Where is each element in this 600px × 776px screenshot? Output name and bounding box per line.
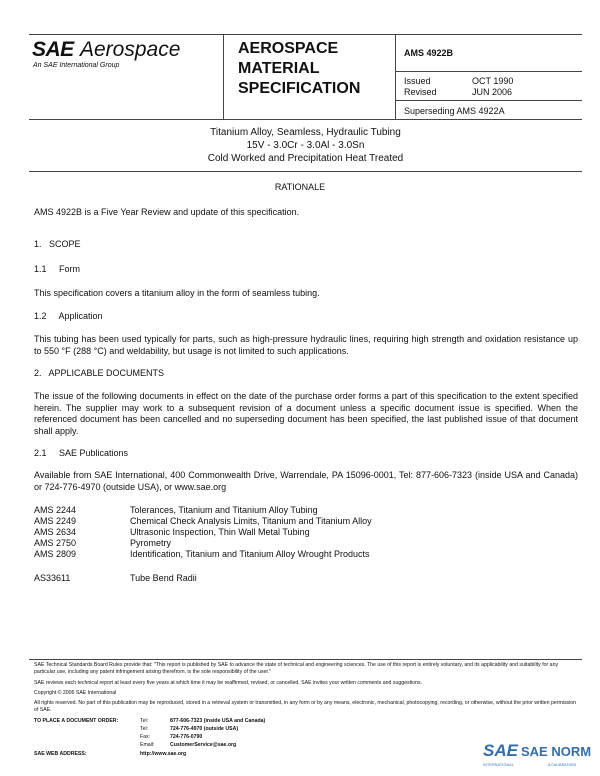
tel-outside-usa: 724-776-4970 (outside USA)	[170, 726, 239, 732]
ref-number: AMS 2634	[34, 527, 77, 537]
ref-title: Tube Bend Radii	[130, 573, 197, 583]
spec-condition: Cold Worked and Precipitation Heat Treated	[207, 153, 404, 164]
ref-number: AMS 2750	[34, 538, 77, 548]
title-rule	[29, 171, 582, 172]
doc-type-line: MATERIAL	[238, 60, 320, 77]
ref-title: Chemical Check Analysis Limits, Titanium and Titanium Alloy	[130, 516, 372, 526]
ref-title: Ultrasonic Inspection, Thin Wall Metal Tubing	[130, 527, 310, 537]
revised-label: Revised	[404, 87, 437, 97]
email-address[interactable]: CustomerService@sae.org	[170, 742, 237, 748]
order-label: TO PLACE A DOCUMENT ORDER:	[34, 718, 119, 724]
web-address[interactable]: http://www.sae.org	[140, 751, 187, 757]
rationale-heading: RATIONALE	[274, 182, 326, 192]
fax-number: 724-776-0790	[170, 734, 203, 740]
application-text: This tubing has been used typically for parts, such as high-pressure hydraulic lines, requiring high strength and oxidation resistance up to 550 °F (288 °C) and weldability, but usage is not limited to such applications.	[34, 334, 578, 356]
section-heading: 2. APPLICABLE DOCUMENTS	[34, 368, 165, 378]
header-divider	[395, 34, 396, 119]
ref-number: AMS 2244	[34, 505, 77, 515]
document-number: AMS 4922B	[404, 48, 454, 58]
subsection-heading: 1.2 Application	[34, 311, 103, 321]
tel-inside-usa: 877-606-7323 (inside USA and Canada)	[170, 718, 266, 724]
web-label: SAE WEB ADDRESS:	[34, 751, 87, 757]
subsection-heading: 2.1 SAE Publications	[34, 448, 129, 458]
ref-title: Identification, Titanium and Titanium Alloy Wrought Products	[130, 549, 370, 559]
footer-review-text: SAE reviews each technical report at least every five years at which time it may be reaffirmed, revised, or cancelled. SAE invites your written comments and suggestions.	[34, 680, 422, 686]
email-label: Email:	[140, 742, 155, 748]
doc-type-line: AEROSPACE	[238, 40, 339, 57]
ref-title: Pyrometry	[130, 538, 172, 548]
header-top-rule	[29, 34, 582, 35]
footer-copyright: Copyright © 2006 SAE International	[34, 690, 117, 696]
header-bottom-rule	[29, 119, 582, 120]
ref-number: AMS 2809	[34, 549, 77, 559]
ref-number: AS33611	[34, 573, 71, 583]
issued-label: Issued	[404, 76, 431, 86]
ref-title: Tolerances, Titanium and Titanium Alloy Tubing	[130, 505, 318, 515]
rationale-text: AMS 4922B is a Five Year Review and update of this specification.	[34, 207, 300, 217]
sae-logo: SAE	[32, 38, 74, 61]
subsection-heading: 1.1 Form	[34, 264, 81, 274]
header-cell-rule	[395, 100, 582, 101]
ref-number: AMS 2249	[34, 516, 77, 526]
fax-label: Fax:	[140, 734, 151, 740]
sae-norm-sub-right: A CALIBRATORS	[548, 763, 577, 767]
logo-subtitle: An SAE International Group	[33, 62, 120, 69]
sae-norm-logo-icon: SAE	[483, 741, 518, 760]
footer-rules-text: SAE Technical Standards Board Rules provide that: "This report is published by SAE to advance the state of technical and engineering sciences. The use of this report is entirely voluntary, and its applicability and suitability for any particular use, including any patent infringement arising therefrom, is the sole responsibility of the user."	[34, 662, 559, 675]
sae-norm-sub-left: INTERNATIONAL	[483, 763, 515, 767]
spec-title: Titanium Alloy, Seamless, Hydraulic Tubing	[210, 127, 401, 138]
aerospace-logo-text: Aerospace	[80, 38, 181, 61]
issued-date: OCT 1990	[472, 76, 514, 86]
spec-composition: 15V - 3.0Cr - 3.0Al - 3.0Sn	[246, 140, 365, 151]
section-heading: 1. SCOPE	[34, 239, 81, 249]
sae-norm-logo: SAE NORM	[521, 744, 592, 759]
header-divider	[223, 34, 224, 119]
tel-label: Tel:	[140, 726, 149, 732]
form-text: This specification covers a titanium alloy in the form of seamless tubing.	[34, 288, 320, 298]
footer-rule	[29, 659, 582, 660]
tel-label: Tel:	[140, 718, 149, 724]
header-cell-rule	[395, 71, 582, 72]
doc-type-line: SPECIFICATION	[238, 80, 361, 97]
sae-publications-text: Available from SAE International, 400 Commonwealth Drive, Warrendale, PA 15096-0001, Tel: 877-606-7323 (inside USA and Canada) or 724-776-4970 (outside USA), or www.sae.org	[34, 470, 578, 492]
applicable-docs-text: The issue of the following documents in effect on the date of the purchase order forms a part of this specification to the extent specified herein. The supplier may work to a subsequent revision of a document unless a specific document issue is specified. When the referenced document has been cancelled and no superseding document has been specified, the last published issue of that document shall apply.	[34, 391, 578, 436]
document-type	[238, 39, 388, 99]
superseding-note: Superseding AMS 4922A	[404, 106, 505, 116]
revised-date: JUN 2006	[472, 87, 513, 97]
footer-rights-text: All rights reserved. No part of this publication may be reproduced, stored in a retrieval system or transmitted, in any form or by any means, electronic, mechanical, photocopying, recording, or otherwise, without the prior written permission of SAE.	[34, 700, 577, 713]
